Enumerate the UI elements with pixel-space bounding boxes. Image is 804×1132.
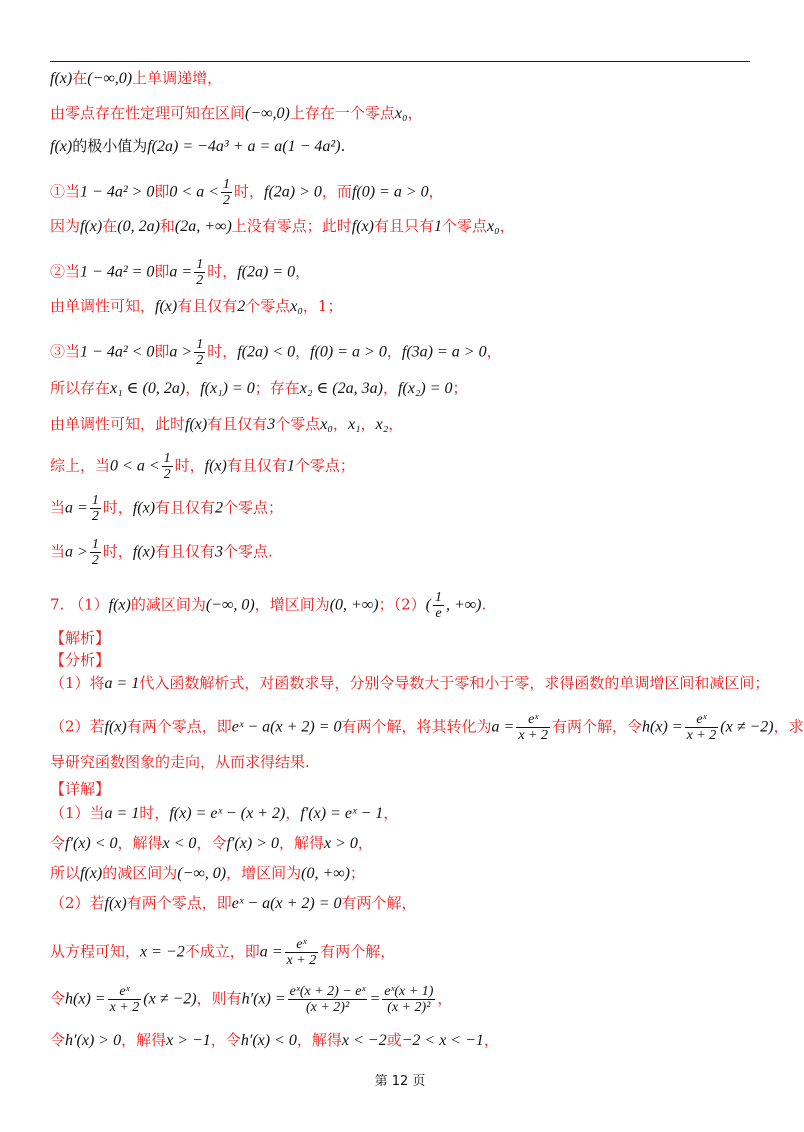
math-expression: a = xyxy=(65,499,88,517)
math-expression: x₂ ∈ (2a, 3a) xyxy=(299,380,383,397)
math-expression: a > xyxy=(65,543,88,561)
text-segment: 时， xyxy=(102,542,133,561)
math-expression: x₀ xyxy=(394,105,408,122)
text-segment: ， xyxy=(295,262,311,281)
denominator: (x + 2)² xyxy=(387,1000,431,1015)
text-line xyxy=(50,863,365,884)
fraction xyxy=(194,257,205,288)
fraction xyxy=(194,337,205,368)
text-segment: ，求 xyxy=(773,717,804,736)
math-expression: (x ≠ −2) xyxy=(143,990,197,1008)
math-expression: (−∞,0) xyxy=(87,70,133,87)
denominator: x + 2 xyxy=(286,953,317,968)
text-segment: ，令 xyxy=(196,834,227,852)
math-expression: f(2a) = 0 xyxy=(237,263,296,281)
math-expression: 1 − 4a² = 0 xyxy=(80,263,155,281)
fraction xyxy=(90,537,101,568)
math-expression: f(3a) = a > 0 xyxy=(401,343,487,361)
text-segment: 所以 xyxy=(50,864,81,882)
math-expression: a = xyxy=(259,943,283,961)
text-segment: 即 xyxy=(154,342,170,361)
math-expression: x > −1 xyxy=(166,1032,211,1049)
math-expression: f(x) xyxy=(351,218,374,235)
math-expression: x₀ xyxy=(320,416,333,433)
numerator: eˣ xyxy=(108,984,142,1000)
text-segment: ， xyxy=(357,834,373,852)
math-expression: (−∞,0) xyxy=(245,105,290,122)
math-expression: x₂ xyxy=(375,416,389,433)
text-segment: ， xyxy=(185,379,201,397)
math-expression: f(x) xyxy=(50,138,73,155)
text-segment: 在 xyxy=(72,69,88,87)
fraction xyxy=(285,937,319,968)
text-segment: ， xyxy=(295,342,311,361)
math-expression: f(x) = eˣ − (x + 2) xyxy=(169,805,286,822)
text-line xyxy=(50,493,283,524)
math-expression: f(x) xyxy=(204,457,227,475)
text-segment: 或 xyxy=(386,1031,402,1049)
header-rule xyxy=(50,61,750,62)
text-segment: 有且仅有 xyxy=(155,498,216,517)
text-segment: 有两个零点，即 xyxy=(126,717,232,736)
numerator: eˣ xyxy=(516,712,550,728)
math-expression: f(x) xyxy=(80,865,103,882)
text-line xyxy=(50,803,398,824)
text-segment: 上没有零点；此时 xyxy=(231,217,352,235)
denominator: 2 xyxy=(91,509,99,524)
text-line xyxy=(50,451,355,482)
math-expression: −2 < x < −1 xyxy=(401,1032,484,1049)
denominator: x + 2 xyxy=(109,1000,140,1015)
math-expression: (x ≠ −2) xyxy=(720,718,774,736)
text-line xyxy=(50,177,444,208)
math-expression: (0, 2a) xyxy=(117,218,160,235)
fraction xyxy=(685,712,719,743)
text-segment: ， xyxy=(332,415,348,433)
text-segment: （2）若 xyxy=(50,894,105,912)
text-segment: 的极小值为 xyxy=(72,137,148,155)
text-segment: 代入函数解析式，对函数求导，分别令导数大于零和小于零，求得函数的单调增区间和减区间； xyxy=(139,674,770,692)
text-line xyxy=(50,378,468,399)
text-segment: ，而 xyxy=(321,182,352,201)
text-segment: 和 xyxy=(159,217,175,235)
text-segment: ，1； xyxy=(302,297,343,315)
text-segment: ； xyxy=(452,379,468,397)
text-segment: （2）若 xyxy=(50,717,105,736)
denominator: e xyxy=(435,606,442,621)
math-expression: a > xyxy=(169,343,193,361)
numerator: eˣ xyxy=(685,712,719,728)
text-line xyxy=(50,893,417,914)
text-segment: 当 xyxy=(50,498,66,517)
math-expression: f′(x) = eˣ − 1 xyxy=(300,805,384,822)
text-segment: 有两个解，令 xyxy=(552,717,643,736)
text-segment: ，增区间为 xyxy=(254,595,330,614)
denominator: 2 xyxy=(196,273,204,288)
text-segment: 因为 xyxy=(50,217,81,235)
text-segment: 7. （1） xyxy=(50,595,109,614)
math-expression: (2a, +∞) xyxy=(174,218,232,235)
page-number: 第 12 页 xyxy=(374,1074,426,1089)
text-segment: 的减区间为 xyxy=(130,595,206,614)
text-segment: ，解得 xyxy=(121,1031,167,1049)
math-expression: x < −2 xyxy=(341,1032,387,1049)
text-line xyxy=(50,650,110,670)
text-segment: ，则有 xyxy=(196,989,242,1008)
numerator: 1 xyxy=(196,257,204,272)
math-expression: = xyxy=(369,990,381,1008)
math-expression: 3 xyxy=(215,543,224,561)
text-segment: ， xyxy=(383,804,399,822)
text-segment: 个零点； xyxy=(223,498,284,517)
text-segment: ， xyxy=(386,342,402,361)
text-segment: . xyxy=(481,595,487,614)
fraction xyxy=(108,984,142,1015)
math-expression: (0, +∞) xyxy=(329,596,379,614)
text-line xyxy=(50,1030,499,1051)
numerator: eˣ(x + 1) xyxy=(384,984,434,999)
math-expression: h(x) = xyxy=(642,718,683,736)
math-expression: f(x) xyxy=(155,298,178,315)
math-expression: f(x) xyxy=(132,499,156,517)
denominator: 2 xyxy=(223,193,231,208)
text-line xyxy=(50,537,273,568)
math-expression: 0 < a < xyxy=(110,457,160,475)
math-expression: 2 xyxy=(237,298,246,315)
text-segment: ②当 xyxy=(50,262,81,281)
math-expression: f(0) = a > 0 xyxy=(310,343,387,361)
math-expression: x < 0 xyxy=(162,835,197,852)
text-segment: ， xyxy=(382,379,398,397)
math-expression: (−∞, 0) xyxy=(177,865,227,882)
math-expression: f(x) xyxy=(104,718,127,736)
text-segment: 有两个解， xyxy=(320,942,396,961)
text-segment: 时， xyxy=(139,804,170,822)
text-segment: ， xyxy=(437,989,453,1008)
math-expression: (0, +∞) xyxy=(301,865,350,882)
math-expression: eˣ − a(x + 2) = 0 xyxy=(231,895,342,912)
text-segment: 令 xyxy=(50,989,66,1008)
math-expression: f(x) xyxy=(80,218,103,235)
text-line xyxy=(50,68,222,89)
numerator: 1 xyxy=(434,590,442,605)
math-expression: f(0) = a > 0 xyxy=(351,183,429,201)
text-line xyxy=(50,779,110,799)
text-segment: ，增区间为 xyxy=(226,864,302,882)
text-segment: ，令 xyxy=(210,1031,241,1049)
text-line xyxy=(50,752,310,772)
fraction xyxy=(90,493,101,524)
text-segment: ，解得 xyxy=(117,834,163,852)
text-line xyxy=(50,937,395,968)
denominator: x + 2 xyxy=(686,728,717,743)
text-line xyxy=(50,673,769,694)
text-segment: ， xyxy=(388,415,404,433)
math-expression: x₁ ∈ (0, 2a) xyxy=(110,380,186,397)
text-line xyxy=(50,590,486,621)
math-expression: 3 xyxy=(267,416,276,433)
text-segment: 时， xyxy=(102,498,133,517)
text-segment: 令 xyxy=(50,834,66,852)
text-line xyxy=(50,337,502,368)
text-segment: 上存在一个零点 xyxy=(289,104,395,122)
text-line xyxy=(50,984,452,1015)
math-expression: f(2a) = −4a³ + a = a(1 − 4a²) xyxy=(147,138,341,155)
text-segment: ， xyxy=(360,415,376,433)
text-segment: 由单调性可知，此时 xyxy=(50,415,186,433)
text-segment: 【详解】 xyxy=(50,780,111,798)
math-expression: 1 − 4a² > 0 xyxy=(80,183,155,201)
text-segment: 有且仅有 xyxy=(155,542,216,561)
math-expression: f(x) xyxy=(132,543,156,561)
fraction xyxy=(433,590,444,621)
text-segment: （1）将 xyxy=(50,674,105,692)
math-expression: x₀ xyxy=(487,218,500,235)
math-expression: , +∞) xyxy=(445,596,482,614)
text-segment: 个零点. xyxy=(223,542,273,561)
math-expression: f(x₂) = 0 xyxy=(397,380,453,397)
text-segment: ，解得 xyxy=(296,1031,342,1049)
text-segment: ；（2） xyxy=(378,595,426,614)
text-segment: ， xyxy=(285,804,301,822)
text-segment: 有两个零点，即 xyxy=(126,894,232,912)
text-segment: 有两个解，将其转化为 xyxy=(341,717,492,736)
text-segment: ， xyxy=(407,104,423,122)
math-expression: f(x) xyxy=(50,70,73,87)
math-expression: x = −2 xyxy=(140,943,185,961)
fraction xyxy=(516,712,550,743)
math-expression: a = xyxy=(491,718,515,736)
text-line xyxy=(50,103,423,124)
text-line xyxy=(50,216,515,237)
text-segment: 即 xyxy=(154,182,170,201)
math-expression: (−∞, 0) xyxy=(205,596,255,614)
text-segment: 时， xyxy=(207,342,238,361)
text-segment: 有且仅有 xyxy=(226,456,287,475)
text-segment: 时， xyxy=(234,182,265,201)
math-expression: 2 xyxy=(215,499,224,517)
math-expression: a = 1 xyxy=(104,675,140,692)
math-expression: f(2a) > 0 xyxy=(264,183,322,201)
math-expression: f(x) xyxy=(104,895,127,912)
fraction xyxy=(221,177,232,208)
text-segment: 个零点； xyxy=(294,456,355,475)
numerator: 1 xyxy=(91,537,99,552)
math-expression: f(x₁) = 0 xyxy=(200,380,255,397)
text-segment: ， xyxy=(499,217,515,235)
fraction xyxy=(382,984,435,1015)
math-expression: f(x) xyxy=(108,596,131,614)
text-segment: 当 xyxy=(50,542,66,561)
numerator: 1 xyxy=(163,451,171,466)
text-segment: 所以存在 xyxy=(50,379,111,397)
text-line xyxy=(50,296,342,317)
text-segment: ，解得 xyxy=(278,834,324,852)
text-segment: 的减区间为 xyxy=(102,864,178,882)
numerator: 1 xyxy=(196,337,204,352)
text-segment: ， xyxy=(428,182,444,201)
text-segment: 导研究函数图象的走向，从而求得结果. xyxy=(50,753,310,771)
math-expression: x₁ xyxy=(347,416,361,433)
denominator: x + 2 xyxy=(518,728,549,743)
text-segment: . xyxy=(340,137,346,155)
math-expression: f(2a) < 0 xyxy=(237,343,296,361)
math-expression: 1 xyxy=(434,218,442,235)
numerator: eˣ(x + 2) − eˣ xyxy=(289,984,366,999)
text-segment: 有且仅有 xyxy=(207,415,268,433)
math-expression: 1 − 4a² < 0 xyxy=(80,343,155,361)
text-segment: 从方程可知， xyxy=(50,942,141,961)
text-segment: 个零点 xyxy=(245,297,291,315)
text-line xyxy=(50,257,310,288)
text-segment: 上单调递增， xyxy=(132,69,223,87)
text-segment: ； xyxy=(349,864,365,882)
math-expression: ( xyxy=(425,596,431,614)
denominator: 2 xyxy=(196,353,204,368)
text-segment: 有两个解， xyxy=(341,894,417,912)
math-expression: 0 < a < xyxy=(169,183,220,201)
text-line xyxy=(50,833,373,854)
math-expression: h′(x) = xyxy=(241,990,286,1008)
denominator: 2 xyxy=(163,467,171,482)
numerator: 1 xyxy=(223,177,231,192)
text-segment: ， xyxy=(483,1031,499,1049)
text-segment: ， xyxy=(486,342,502,361)
math-expression: x₀ xyxy=(290,298,303,315)
math-expression: x > 0 xyxy=(323,835,358,852)
denominator: 2 xyxy=(91,553,99,568)
math-expression: eˣ − a(x + 2) = 0 xyxy=(231,718,342,736)
text-segment: 个零点 xyxy=(442,217,488,235)
text-segment: 在 xyxy=(102,217,118,235)
denominator: (x + 2)² xyxy=(305,1000,350,1015)
text-segment: 不成立，即 xyxy=(184,942,260,961)
math-expression: h′(x) > 0 xyxy=(65,1032,122,1049)
text-segment: ；存在 xyxy=(254,379,300,397)
text-line xyxy=(50,712,804,743)
math-expression: f(x) xyxy=(185,416,208,433)
text-segment: 令 xyxy=(50,1031,66,1049)
numerator: 1 xyxy=(91,493,99,508)
text-segment: 综上，当 xyxy=(50,456,111,475)
text-segment: 由零点存在性定理可知在区间 xyxy=(50,104,246,122)
math-expression: f′(x) < 0 xyxy=(65,835,118,852)
text-segment: ③当 xyxy=(50,342,81,361)
math-expression: a = 1 xyxy=(104,805,140,822)
numerator: eˣ xyxy=(285,937,319,953)
text-segment: 【分析】 xyxy=(50,651,111,669)
text-segment: 有且仅有 xyxy=(177,297,238,315)
math-expression: f′(x) > 0 xyxy=(226,835,279,852)
math-expression: h′(x) < 0 xyxy=(240,1032,297,1049)
text-line xyxy=(50,136,345,157)
fraction xyxy=(288,984,368,1015)
text-segment: 【解析】 xyxy=(50,629,111,647)
text-segment: 有且只有 xyxy=(373,217,434,235)
text-line xyxy=(50,628,110,648)
math-expression: a = xyxy=(169,263,193,281)
text-segment: （1）当 xyxy=(50,804,105,822)
text-segment: 时， xyxy=(174,456,205,475)
text-segment: 即 xyxy=(154,262,170,281)
fraction xyxy=(162,451,173,482)
text-segment: ①当 xyxy=(50,182,81,201)
text-segment: 由单调性可知， xyxy=(50,297,156,315)
math-expression: h(x) = xyxy=(65,990,106,1008)
text-line xyxy=(50,414,403,435)
text-segment: 时， xyxy=(207,262,238,281)
text-segment: 个零点 xyxy=(275,415,321,433)
math-expression: 1 xyxy=(286,457,295,475)
